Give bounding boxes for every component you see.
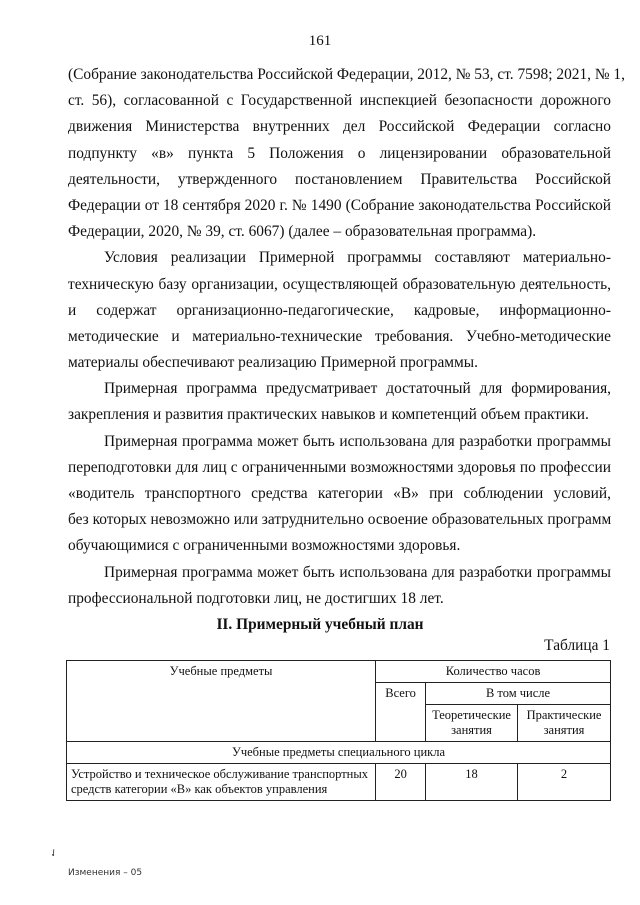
paragraph-line: движения Министерства внутренних дел Российской Федерации согласно: [68, 118, 611, 136]
table-row: [67, 764, 611, 801]
paragraph-line: техническую базу организации, осуществляющей образовательную деятельность,: [68, 275, 611, 293]
header-hours: Количество часов: [376, 661, 611, 683]
paragraph-line: переподготовки для лиц с ограниченными возможностями здоровья по профессии: [68, 458, 611, 476]
paragraph-line: без которых невозможно или затруднительно освоение образовательных программ: [68, 511, 612, 529]
paragraph-line: Федерации от 18 сентября 2020 г. № 1490 (Собрание законодательства Российской: [68, 196, 611, 214]
paragraph-line: «водитель транспортного средства категории «В» при соблюдении условий,: [68, 485, 611, 502]
paragraph-line: профессиональной подготовки лиц, не достигших 18 лет.: [68, 589, 444, 607]
header-including: В том числе: [426, 683, 611, 705]
paragraph-line: Примерная программа может быть использована для разработки программы: [104, 563, 611, 581]
paragraph-line: (Собрание законодательства Российской Федерации, 2012, № 53, ст. 7598; 2021, № 1,: [68, 66, 625, 83]
group-row-label: Учебные предметы специального цикла: [67, 742, 611, 764]
row-theory: 18: [426, 764, 518, 801]
paragraph-line: материалы обеспечивают реализацию Примерной программы.: [68, 354, 478, 372]
header-total: Всего: [376, 683, 426, 742]
table-caption: Таблица 1: [544, 637, 610, 654]
header-theory: Теоретические занятия: [426, 705, 518, 742]
paragraph-line: деятельности, утвержденного постановлением Правительства Российской: [68, 170, 611, 188]
header-subjects: Учебные предметы: [67, 661, 376, 742]
paragraph-line: Условия реализации Примерной программы составляют материально-: [104, 249, 611, 267]
paragraph-line: Примерная программа предусматривает достаточный для формирования,: [104, 380, 611, 398]
page-number: 161: [308, 33, 332, 49]
row-subject: Устройство и техническое обслуживание транспортных средств категории «В» как объектов управления: [67, 764, 376, 801]
row-total: 20: [376, 764, 426, 801]
footer-note: Изменения – 05: [68, 868, 143, 878]
paragraph-line: ст. 56), согласованной с Государственной инспекцией безопасности дорожного: [68, 92, 611, 110]
margin-mark: ✓: [47, 846, 61, 861]
curriculum-table: [66, 660, 611, 801]
paragraph-line: Примерная программа может быть использована для разработки программы: [104, 432, 611, 450]
paragraph-line: методические и материально-технические требования. Учебно-методические: [68, 327, 611, 345]
paragraph-line: подпункту «в» пункта 5 Положения о лицензировании образовательной: [68, 144, 611, 162]
paragraph-line: закрепления и развития практических навыков и компетенций объем практики.: [68, 406, 589, 424]
paragraph-line: Федерации, 2020, № 39, ст. 6067) (далее – образовательная программа).: [68, 223, 537, 241]
paragraph-line: и содержат организационно-педагогические, кадровые, информационно-: [68, 301, 611, 319]
header-practice: Практические занятия: [518, 705, 611, 742]
row-practice: 2: [518, 764, 611, 801]
body-text: [68, 62, 625, 612]
paragraph-line: обучающимися с ограниченными возможностями здоровья.: [68, 537, 461, 555]
section-title: II. Примерный учебный план: [216, 616, 424, 633]
